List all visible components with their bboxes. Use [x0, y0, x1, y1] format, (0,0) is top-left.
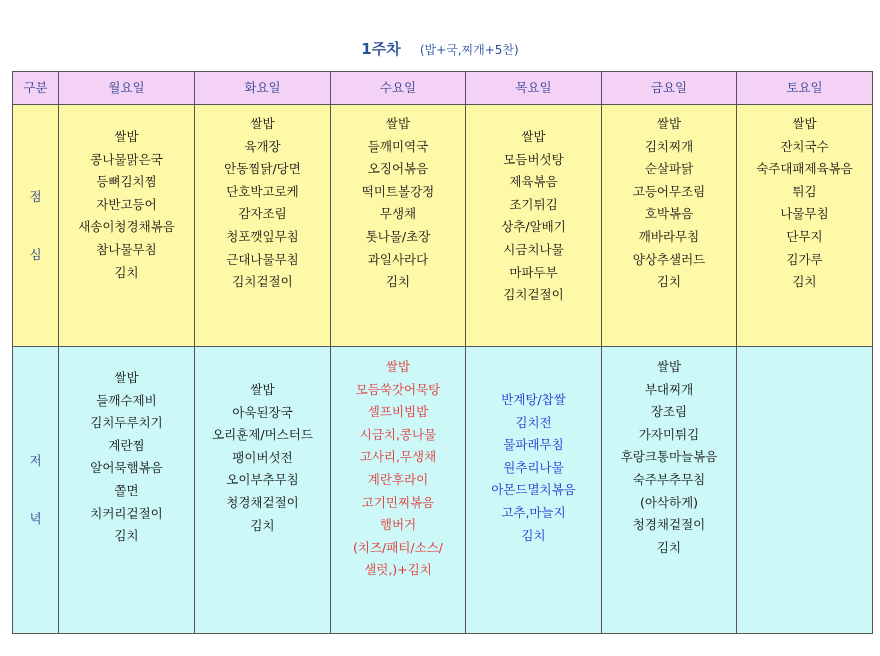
menu-item: 쌀밥 — [114, 129, 139, 144]
menu-item: 김치 — [114, 264, 139, 280]
lunch-cell-fri — [602, 105, 737, 347]
menu-item: 모듬버섯탕 — [503, 151, 564, 167]
menu-item: 고등어무조림 — [632, 183, 706, 199]
menu-item: 김치 — [656, 274, 682, 290]
dinner-cell-wed — [331, 347, 466, 634]
menu-item: 시금치나물 — [503, 241, 564, 257]
dinner-cell-sat — [737, 347, 873, 634]
page-subtitle: (밥+국,찌개+5찬) — [419, 43, 519, 57]
menu-item: 양상추샐러드 — [632, 251, 706, 267]
menu-item: 육개장 — [244, 138, 281, 154]
dinner-cell-thu — [466, 347, 602, 634]
menu-item: 고기민찌볶음 — [361, 494, 435, 510]
menu-item: 가자미튀김 — [638, 426, 700, 442]
menu-item: 콩나물맑은국 — [90, 151, 163, 167]
menu-item: 쌀밥 — [250, 382, 275, 397]
menu-item: 원추리나물 — [503, 459, 564, 475]
menu-item: 김치 — [792, 274, 817, 290]
menu-item: 들깨수제비 — [96, 392, 157, 408]
dinner-label-char: 저 — [29, 453, 42, 468]
menu-item: 아몬드멸치볶음 — [491, 482, 576, 498]
menu-item: 팽이버섯전 — [232, 449, 293, 465]
menu-item: 새송이청경채볶음 — [78, 219, 175, 235]
menu-item: 제육볶음 — [509, 174, 558, 190]
menu-item: 장조림 — [650, 404, 688, 420]
menu-item: 김치전 — [515, 414, 552, 430]
menu-item: 감자조림 — [238, 206, 287, 222]
header-day: 수요일 — [331, 72, 466, 105]
menu-item: 오이부추무침 — [226, 472, 299, 488]
header-day: 월요일 — [59, 72, 195, 105]
menu-item: 깨바라무침 — [638, 228, 700, 244]
dinner-row — [13, 347, 873, 634]
page-title: 1주차 — [361, 40, 401, 58]
menu-item: 참나물무침 — [96, 241, 157, 257]
header-day: 화요일 — [195, 72, 331, 105]
menu-item: 청포깻잎무침 — [226, 228, 299, 244]
menu-item: 시금치,콩나물 — [359, 426, 437, 442]
menu-item: 알어묵햄볶음 — [90, 460, 163, 476]
menu-item: 마파두부 — [509, 264, 558, 280]
menu-item: 후랑크통마늘볶음 — [620, 449, 718, 465]
menu-item: 떡미트볼강정 — [361, 183, 435, 199]
menu-item: 튀김 — [792, 183, 817, 199]
header-row — [13, 72, 873, 105]
menu-item: 근대나물무침 — [226, 251, 299, 267]
menu-item: 김치 — [385, 274, 411, 290]
menu-item: 쌀밥 — [385, 116, 411, 131]
menu-item: 쌀밥 — [521, 129, 546, 144]
menu-item: 쌀밥 — [114, 370, 139, 385]
menu-item: 쌀밥 — [656, 359, 682, 374]
menu-item: (치즈/패티/소스/ — [353, 539, 443, 555]
menu-item: 쫄면 — [114, 482, 139, 498]
lunch-cell-sat — [737, 105, 873, 347]
menu-item: 모듬쑥갓어묵탕 — [355, 381, 441, 397]
weekly-menu-table — [12, 71, 873, 634]
header-day: 금요일 — [602, 72, 737, 105]
menu-item: 치커리겉절이 — [90, 505, 163, 521]
menu-item: 나물무침 — [780, 206, 829, 222]
menu-item: 단호박고로케 — [226, 183, 299, 199]
menu-item: 물파래무침 — [503, 437, 564, 453]
menu-item: 고사리,무생채 — [359, 449, 437, 465]
menu-item: 셀프비빔밥 — [367, 404, 429, 420]
menu-item: 단무지 — [786, 228, 823, 244]
menu-item: 김치겉절이 — [503, 287, 564, 303]
menu-item: 오징어볶음 — [367, 161, 429, 177]
menu-item: 등뼈김치찜 — [96, 174, 157, 190]
menu-item: 톳나물/초장 — [365, 228, 431, 244]
menu-item: 샐럿,)+김치 — [364, 562, 432, 578]
lunch-label — [13, 105, 59, 347]
menu-item: (아삭하게) — [639, 494, 699, 510]
menu-item: 계란후라이 — [367, 471, 429, 487]
page-title-row — [0, 38, 880, 59]
menu-item: 쌀밥 — [385, 359, 411, 374]
lunch-cell-mon — [59, 105, 195, 347]
menu-item: 햄버거 — [379, 517, 417, 533]
lunch-cell-thu — [466, 105, 602, 347]
menu-item: 숙주대패제육볶음 — [756, 161, 853, 177]
lunch-row — [13, 105, 873, 347]
menu-item: 호박볶음 — [644, 206, 694, 222]
menu-item: 조기튀김 — [509, 196, 558, 212]
menu-item: 들깨미역국 — [367, 138, 429, 154]
menu-item: 반계탕/찹쌀 — [501, 392, 566, 407]
menu-item: 아욱된장국 — [232, 404, 293, 420]
menu-item: 순살파닭 — [644, 161, 694, 177]
menu-item: 김치 — [656, 539, 682, 555]
menu-item: 숙주부추무침 — [632, 471, 706, 487]
menu-item: 김치 — [114, 528, 139, 544]
menu-item: 무생채 — [379, 206, 417, 222]
header-day: 목요일 — [466, 72, 602, 105]
menu-item: 오리훈제/머스터드 — [212, 427, 313, 443]
lunch-cell-tue — [195, 105, 331, 347]
menu-item: 잔치국수 — [780, 138, 829, 154]
menu-item: 고추,마늘지 — [501, 504, 566, 520]
lunch-label-char: 점 — [29, 188, 42, 204]
menu-item: 김치 — [250, 517, 275, 533]
menu-item: 부대찌개 — [644, 381, 694, 397]
menu-item: 자반고등어 — [96, 196, 157, 212]
menu-item: 김치 — [521, 527, 546, 543]
dinner-label-char: 녁 — [29, 511, 42, 526]
menu-item: 안동찜닭/당면 — [224, 161, 301, 177]
menu-item: 김가루 — [786, 251, 823, 267]
menu-item: 김치겉절이 — [232, 274, 293, 290]
lunch-label-char: 심 — [29, 246, 42, 262]
menu-item: 청경채겉절이 — [226, 494, 299, 510]
menu-item: 계란찜 — [108, 437, 145, 453]
menu-item: 김치찌개 — [644, 138, 694, 154]
menu-item: 상추/알배기 — [501, 219, 566, 235]
dinner-label — [13, 347, 59, 634]
dinner-cell-fri — [602, 347, 737, 634]
menu-item: 김치두루치기 — [90, 415, 163, 431]
menu-item: 과일사라다 — [367, 251, 429, 267]
menu-item: 쌀밥 — [250, 116, 275, 131]
dinner-cell-tue — [195, 347, 331, 634]
menu-item: 쌀밥 — [656, 116, 682, 131]
menu-item: 쌀밥 — [792, 116, 817, 131]
header-category: 구분 — [13, 72, 59, 105]
header-day: 토요일 — [737, 72, 873, 105]
lunch-cell-wed — [331, 105, 466, 347]
dinner-cell-mon — [59, 347, 195, 634]
menu-item: 청경채겉절이 — [632, 517, 706, 533]
